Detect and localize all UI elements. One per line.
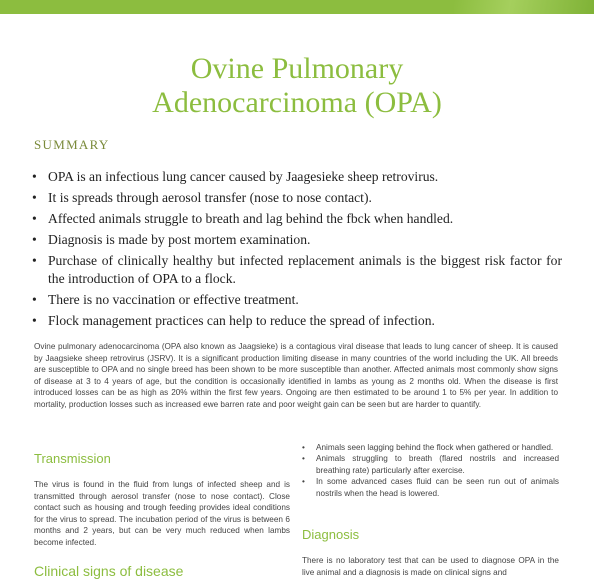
intro-paragraph: Ovine pulmonary adenocarcinoma (OPA also known as Jaagsieke) is a contagious viral disease that leads to lung cancer of sheep. It is caused by Jaagsieke sheep retrovirus (JSRV). It is a significant production limiting disease in many countries of the world including the UK. All breeds are susceptible to OPA and no single breed has been shown to be more susceptible than another. Affected animals most commonly show signs of disease at 3 to 4 years of age, but the condition is occasionally identified in lambs as young as 2 months old. When the disease is first introduced losses can be as high as 20% within the first few years. Ongoing are then estimated to be around 1 to 5% per year. In addition to mortality, production losses such as increased ewe barren rate and poor weight gain can be seen but are harder to quantify.	[34, 342, 558, 409]
banner-leaf-graphic	[454, 0, 594, 14]
sign-item: • Animals seen lagging behind the flock when gathered or handled.	[302, 442, 559, 453]
summary-heading: SUMMARY	[34, 137, 110, 152]
summary-list	[30, 168, 562, 333]
summary-item: • OPA is an infectious lung cancer caused by Jaagesieke sheep retrovirus.	[30, 168, 562, 186]
title-line-1: Ovine Pulmonary	[190, 52, 404, 85]
sign-item: • Animals struggling to breath (flared nostrils and increased breathing rate) particularly after exercise.	[302, 453, 559, 476]
transmission-heading: Transmission	[34, 451, 111, 466]
transmission-paragraph: The virus is found in the fluid from lungs of infected sheep and is transmitted through aerosol transfer (nose to nose contact). Close contact such as housing and trough feeding provides ideal conditions for the virus to spread. The incubation period of the virus is between 6 months and 2 years, but can be very much reduced when lambs become infected.	[34, 480, 290, 547]
summary-item: • It is spreads through aerosol transfer (nose to nose contact).	[30, 189, 562, 207]
clinical-signs-list	[302, 442, 559, 499]
document-title	[0, 52, 594, 120]
diagnosis-paragraph: There is no laboratory test that can be used to diagnose OPA in the live animal and a diagnosis is made on clinical signs and	[302, 556, 559, 577]
top-banner	[0, 0, 594, 14]
diagnosis-heading: Diagnosis	[302, 527, 360, 542]
summary-item: • Diagnosis is made by post mortem examination.	[30, 231, 562, 249]
title-line-2: Adenocarcinoma (OPA)	[152, 86, 442, 119]
summary-item: • Affected animals struggle to breath and lag behind the fbck when handled.	[30, 210, 562, 228]
summary-item: • Purchase of clinically healthy but infected replacement animals is the biggest risk factor for the introduction of OPA to a flock.	[30, 252, 562, 287]
summary-item: • There is no vaccination or effective treatment.	[30, 291, 562, 309]
summary-item: • Flock management practices can help to reduce the spread of infection.	[30, 312, 562, 330]
clinical-signs-heading: Clinical signs of disease	[34, 563, 184, 579]
sign-item: • In some advanced cases fluid can be seen run out of animals nostrils when the head is lowered.	[302, 476, 559, 499]
